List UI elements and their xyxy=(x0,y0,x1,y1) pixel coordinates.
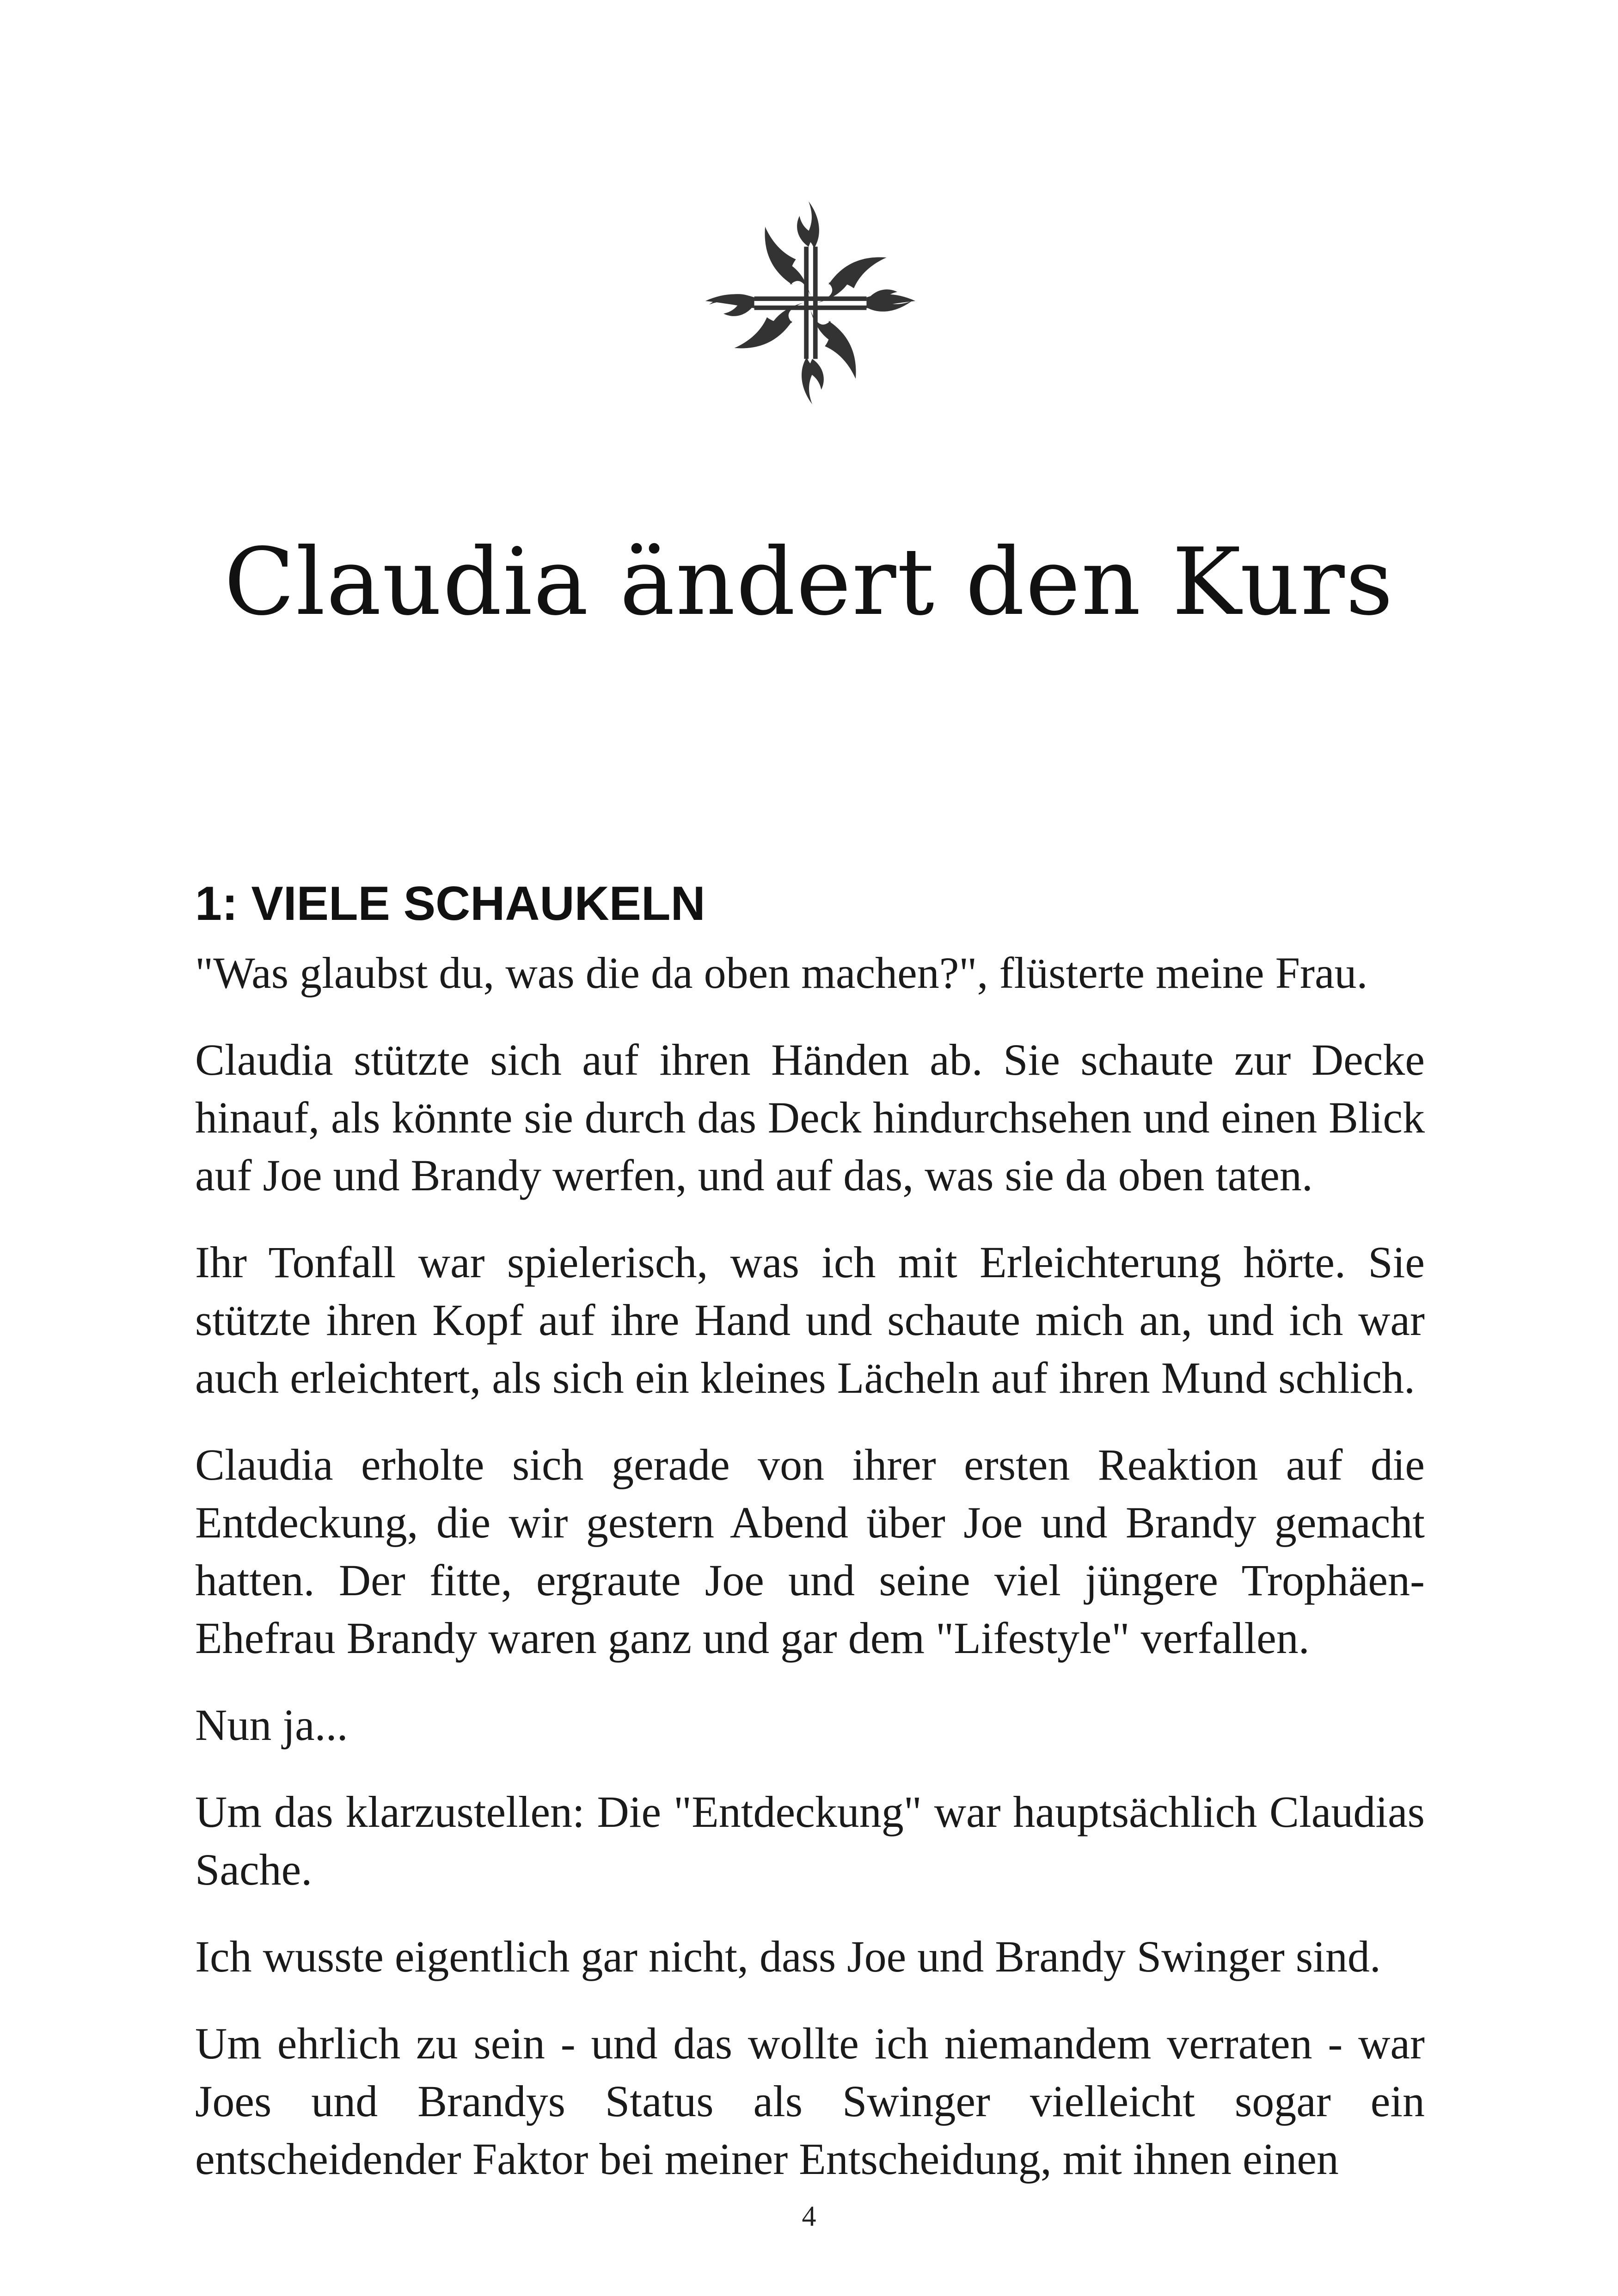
page-number: 4 xyxy=(802,2201,816,2232)
paragraph: Ich wusste eigentlich gar nicht, dass Joe und Brandy Swinger sind. xyxy=(195,1932,1381,1981)
paragraph: Um das klarzustellen: Die "Entdeckung" war hauptsächlich Claudias Sache. xyxy=(195,1787,1425,1894)
ornamental-cross-icon xyxy=(702,194,919,411)
paragraph: Nun ja... xyxy=(195,1700,348,1750)
book-title: Claudia ändert den Kurs xyxy=(224,528,1394,636)
chapter-heading: 1: VIELE SCHAUKELN xyxy=(195,877,705,931)
paragraph: "Was glaubst du, was die da oben machen?", flüsterte meine Frau. xyxy=(195,948,1368,998)
paragraph: Ihr Tonfall war spielerisch, was ich mit Erleichterung hörte. Sie stützte ihren Kopf auf ihre Hand und schaute mich an, und ich war auch erleichtert, als sich ein kleines Lächeln auf ihren Mund schlich. xyxy=(195,1237,1425,1402)
paragraph: Claudia erholte sich gerade von ihrer ersten Reaktion auf die Entdeckung, die wir gestern Abend über Joe und Brandy gemacht hatten. Der fitte, ergraute Joe und seine viel jüngere Trophäen-Ehefrau Brandy waren ganz und gar dem "Lifestyle" verfallen. xyxy=(195,1440,1425,1663)
body-text xyxy=(195,944,1425,2217)
paragraph: Um ehrlich zu sein - und das wollte ich niemandem verraten - war Joes und Brandys Status als Swinger vielleicht sogar ein entscheidender Faktor bei meiner Entscheidung, mit ihnen einen xyxy=(195,2019,1425,2184)
paragraph: Claudia stützte sich auf ihren Händen ab. Sie schaute zur Decke hinauf, als könnte sie durch das Deck hindurchsehen und einen Blick auf Joe und Brandy werfen, und auf das, was sie da oben taten. xyxy=(195,1035,1425,1200)
